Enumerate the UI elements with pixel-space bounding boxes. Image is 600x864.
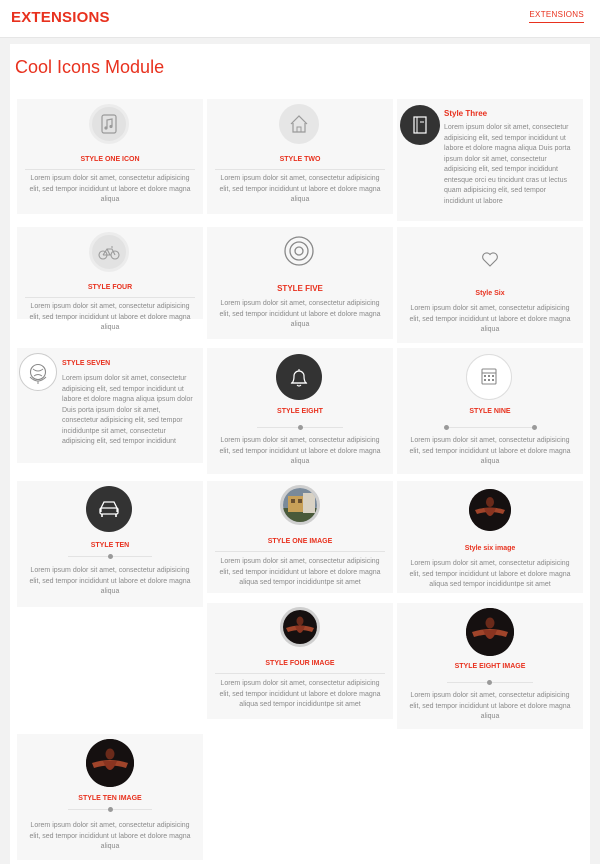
dot-divider	[445, 427, 535, 428]
calendar-icon	[466, 354, 512, 400]
card-text: Lorem ipsum dolor sit amet, consectetur adipisicing elit, sed tempor incididunt ut labore et dolore magna aliqua	[219, 437, 381, 465]
divider	[25, 169, 195, 170]
heart-icon	[475, 244, 505, 274]
card-title: STYLE FIVE	[277, 284, 323, 293]
card-text: Lorem ipsum dolor sit amet, consectetur adipisicing elit, sed tempor incididunt ut labore et dolore magna aliqua	[29, 822, 191, 850]
card-text: Lorem ipsum dolor sit amet, consectetur adipisicing elit, sed tempor incididunt ut labore et dolore magna aliqua	[29, 303, 191, 331]
athlete-photo	[86, 739, 134, 787]
dot-marker	[487, 680, 492, 685]
athlete-photo	[469, 489, 511, 531]
divider	[215, 169, 385, 170]
card-style-ten	[17, 481, 203, 607]
dot-marker	[298, 425, 303, 430]
card-text: Lorem ipsum dolor sit amet, consectetur adipisicing elit, sed tempor incididunt ut labore et dolore magna aliqua Duis porta ipsum dolor sit amet, consectetur adipisicing elit, sed tempor incididunt entesque orci eu tincidunt cras ut lectus quam adipisicing elit, sed tempor incididunt ut labore	[444, 124, 571, 205]
music-note-icon	[89, 104, 129, 144]
card-title: STYLE EIGHT	[277, 408, 323, 415]
card-style-four	[17, 227, 203, 331]
card-style-six-image	[397, 481, 583, 593]
card-title: STYLE TEN	[90, 542, 130, 549]
athlete-photo	[466, 608, 514, 656]
card-title: STYLE ONE IMAGE	[267, 538, 333, 545]
card-title: STYLE TWO	[279, 156, 321, 163]
car-icon	[86, 486, 132, 532]
card-title: Style Six	[475, 290, 505, 297]
card-style-nine	[397, 348, 583, 474]
nav-link-extensions[interactable]: EXTENSIONS	[529, 10, 584, 23]
card-style-five	[207, 227, 393, 339]
dot-marker	[532, 425, 537, 430]
card-text: Lorem ipsum dolor sit amet, consectetur adipisicing elit, sed tempor incididunt ut labore et dolore magna aliqua	[409, 437, 571, 465]
bicycle-icon	[89, 232, 129, 272]
card-style-seven	[17, 348, 203, 463]
card-style-three	[397, 99, 583, 221]
building-photo	[280, 485, 320, 525]
top-bar	[0, 0, 600, 38]
target-icon	[282, 234, 316, 268]
card-title: STYLE FOUR IMAGE	[265, 660, 335, 667]
athlete-photo	[280, 607, 320, 647]
card-text: Lorem ipsum dolor sit amet, consectetur adipisicing elit, sed tempor incididunt ut labore et dolore magna aliqua	[219, 300, 381, 328]
card-text: Lorem ipsum dolor sit amet, consectetur adipisicing elit, sed tempor incididunt ut labore et dolore magna aliqua sed tempor incididuntpe sit amet	[409, 560, 571, 588]
book-icon	[400, 105, 440, 145]
dot-marker	[108, 554, 113, 559]
divider	[215, 551, 385, 552]
card-title: STYLE TEN IMAGE	[78, 795, 142, 802]
card-style-two	[207, 99, 393, 214]
dot-marker	[444, 425, 449, 430]
card-style-ten-image	[17, 734, 203, 860]
card-style-one-icon	[17, 99, 203, 214]
card-text: Lorem ipsum dolor sit amet, consectetur adipisicing elit, sed tempor incididunt ut labore et dolore magna aliqua	[29, 175, 191, 203]
card-title: STYLE EIGHT IMAGE	[454, 663, 526, 670]
card-text: Lorem ipsum dolor sit amet, consectetur adipisicing elit, sed tempor incididunt ut labore et dolore magna aliqua sed tempor incididuntpe sit amet	[219, 558, 381, 586]
card-title: Style Three	[444, 109, 488, 118]
card-text: Lorem ipsum dolor sit amet, consectetur adipisicing elit, sed tempor incididunt ut labore et dolore magna aliqua sed tempor incididuntpe sit amet	[219, 680, 381, 708]
divider	[25, 297, 195, 298]
page-title: Cool Icons Module	[15, 57, 165, 77]
card-title: STYLE FOUR	[87, 284, 133, 291]
card-text: Lorem ipsum dolor sit amet, consectetur adipisicing elit, sed tempor incididunt ut labore et dolore magna aliqua ipsum dolor Duis porta ipsum dolor sit amet, consectetur adipisicing elit, sed tempor incididuntpe sit amet, consectetur adipisicing elit, sed tempor incididunt	[62, 375, 193, 445]
card-text: Lorem ipsum dolor sit amet, consectetur adipisicing elit, sed tempor incididunt ut labore et dolore magna aliqua	[409, 305, 571, 333]
dot-marker	[108, 807, 113, 812]
home-icon	[279, 104, 319, 144]
card-title: Style six image	[464, 545, 516, 552]
card-style-four-image	[207, 603, 393, 719]
divider	[215, 673, 385, 674]
card-text: Lorem ipsum dolor sit amet, consectetur adipisicing elit, sed tempor incididunt ut labore et dolore magna aliqua	[409, 692, 571, 720]
bell-icon	[276, 354, 322, 400]
brand-logo[interactable]: EXTENSIONS	[11, 9, 110, 26]
card-style-eight-image	[397, 603, 583, 729]
card-style-six	[397, 227, 583, 343]
card-style-eight	[207, 348, 393, 474]
card-text: Lorem ipsum dolor sit amet, consectetur adipisicing elit, sed tempor incididunt ut labore et dolore magna aliqua	[29, 567, 191, 595]
card-title: STYLE NINE	[469, 408, 511, 415]
card-text: Lorem ipsum dolor sit amet, consectetur adipisicing elit, sed tempor incididunt ut labore et dolore magna aliqua	[219, 175, 381, 203]
card-style-one-image	[207, 481, 393, 593]
globe-icon	[19, 353, 57, 391]
card-title: STYLE ONE ICON	[80, 156, 140, 163]
card-title: STYLE SEVEN	[62, 360, 111, 367]
